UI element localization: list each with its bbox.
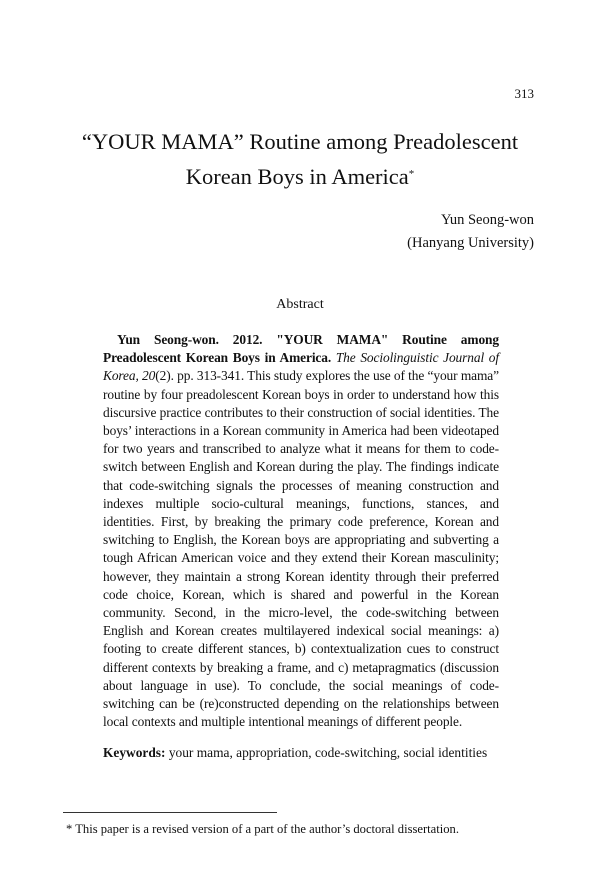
keywords-text: your mama, appropriation, code-switching, social identities (168, 745, 488, 760)
abstract-text: This study explores the use of the “your mama” routine by four preadolescent Korean boys in order to understand how this discursive practice contributes to their construction of social identities. The boys’ interactions in a Korean community in America had been videotaped for two years and transcribed to analyze what it means for them to code-switch between English and Korean during the play. The findings indicate that code-switching signals the processes of meaning construction and indexes multiple socio-cultural meanings, functions, stances, and identities. First, by breaking the primary code preference, Korean and switching to English, the Korean boys are appropriating and subverting a tough African American voice and they extend their Korean masculinity; however, they maintain a strong Korean identity through their preferred code choice, Korean, which is shared and powerful in the Korean community. Second, in the micro-level, the code-switching between English and Korean creates multilayered indexical social meanings: a) footing to create different stances, b) contextualization cues to construct different contexts by breaking a frame, and c) metapragmatics (discussion about language in use). To conclude, the social meanings of code-switching can be (re)constructed depending on the relationships between local contexts and multiple intentional meanings of different people. (103, 368, 499, 730)
citation-journal: The Sociolinguistic Journal of Korea, 20 (103, 350, 499, 384)
abstract-body (103, 331, 499, 731)
citation-author: Yun Seong-won. 2012. (117, 332, 277, 347)
author-affiliation: (Hanyang University) (407, 235, 534, 251)
keywords (103, 744, 499, 762)
footnote-mark: * (66, 822, 73, 836)
page-number: 313 (514, 86, 534, 101)
footnote-text: This paper is a revised version of a part of the author’s doctoral dissertation. (72, 822, 459, 836)
author-block (407, 209, 534, 255)
citation-title: "YOUR MAMA" Routine among Preadolescent Korean Boys in America. (103, 332, 499, 366)
author-name: Yun Seong-won (440, 212, 534, 228)
abstract-heading: Abstract (276, 297, 324, 312)
title-line-2 (60, 159, 540, 194)
title-line-2-text: Korean Boys in America (185, 164, 409, 189)
citation-issue: (2). (155, 368, 174, 384)
title-footnote-mark: * (408, 168, 415, 180)
footnote (66, 822, 459, 837)
citation-pages: pp. 313-341. (173, 368, 248, 384)
keywords-label: Keywords: (103, 745, 169, 760)
footnote-divider (63, 812, 277, 813)
paper-title (60, 124, 540, 194)
title-line-1: “YOUR MAMA” Routine among Preadolescent (81, 129, 519, 154)
